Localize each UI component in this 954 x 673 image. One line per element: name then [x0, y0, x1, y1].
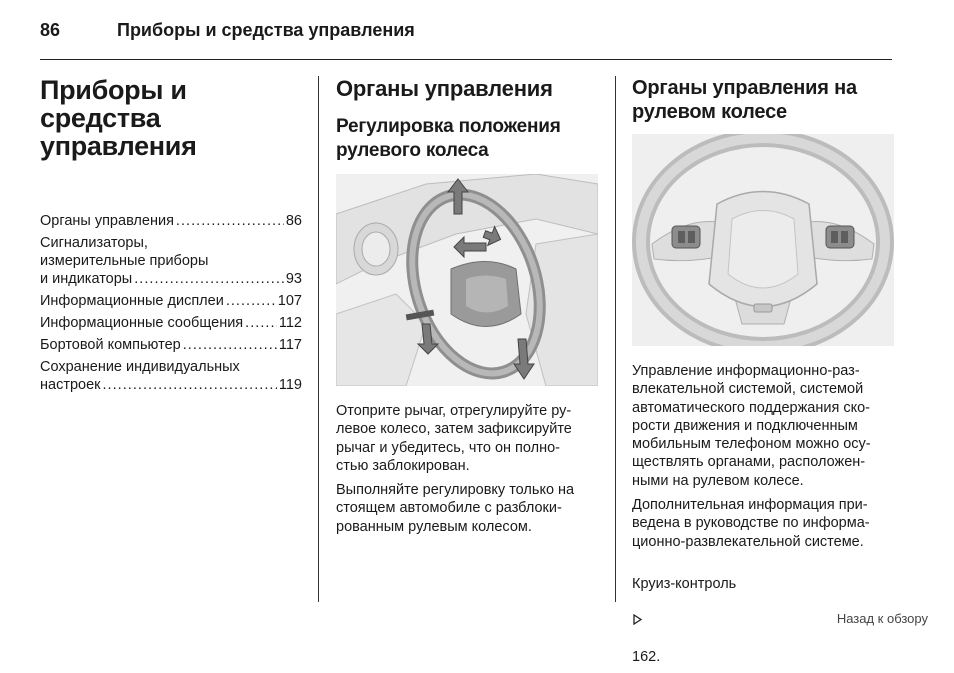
toc-page-number: 112 — [278, 315, 302, 331]
toc-page-number: 107 — [277, 293, 302, 309]
page-number: 86 — [40, 20, 61, 40]
section-title: Органы управления — [336, 76, 553, 101]
page-header — [40, 20, 892, 58]
column-divider — [318, 76, 319, 602]
header-divider — [40, 59, 892, 60]
column-divider — [615, 76, 616, 602]
header-title: Приборы и средства управления — [117, 20, 415, 40]
cruise-control-reference[interactable]: Круиз-контроль 162. — [632, 576, 737, 666]
xref-arrow-icon — [632, 614, 643, 628]
toc-page-number: 119 — [278, 377, 302, 393]
toc-entry[interactable]: Информационные сообщения . . . 112 — [40, 314, 302, 332]
steering-wheel-illustration — [632, 134, 894, 346]
paragraph: Управление информационно-раз- влекательной системой, системой автоматического поддержания ско- рости движения и подключенным мобильным телефоном можно осу- ществлять органами, расположен- ными на рулевом колесе. — [632, 363, 871, 489]
paragraph: Дополнительная информация при- ведена в руководстве по информа- ционно-развлекательной системе. — [632, 497, 870, 550]
toc-page-number: 117 — [278, 337, 302, 353]
controls-column — [336, 76, 598, 542]
toc-entry[interactable]: Органы управления . . . 86 — [40, 212, 302, 230]
section-title: Органы управления на рулевом колесе — [632, 77, 857, 123]
toc-page-number: 86 — [285, 213, 302, 229]
toc-page-number: 93 — [285, 271, 302, 287]
chapter-title: Приборы и средства управления — [40, 75, 197, 161]
subsection-title: Регулировка положения рулевого колеса — [336, 116, 561, 161]
wheel-controls-column — [632, 76, 894, 673]
adjustment-text — [336, 402, 598, 536]
toc-entry[interactable]: Информационные дисплеи . . . 107 — [40, 292, 302, 310]
steering-adjustment-illustration — [336, 174, 598, 386]
paragraph: Отоприте рычаг, отрегулируйте ру- левое колесо, затем зафиксируйте рычаг и убедитесь, что он полно- стью заблокирован. — [336, 403, 572, 474]
table-of-contents — [40, 212, 302, 394]
toc-entry[interactable]: Сохранение индивидуальных настроек . . . 119 — [40, 358, 302, 394]
toc-entry[interactable]: Сигнализаторы, измерительные приборы и индикаторы . . . 93 — [40, 234, 302, 288]
paragraph: Выполняйте регулировку только на стоящем автомобиле с разблоки- рованным рулевым колесом. — [336, 482, 575, 535]
chapter-contents-column — [40, 76, 302, 398]
toc-entry[interactable]: Бортовой компьютер . . . 117 — [40, 336, 302, 354]
back-to-overview-link[interactable]: Назад к обзору — [836, 611, 928, 626]
